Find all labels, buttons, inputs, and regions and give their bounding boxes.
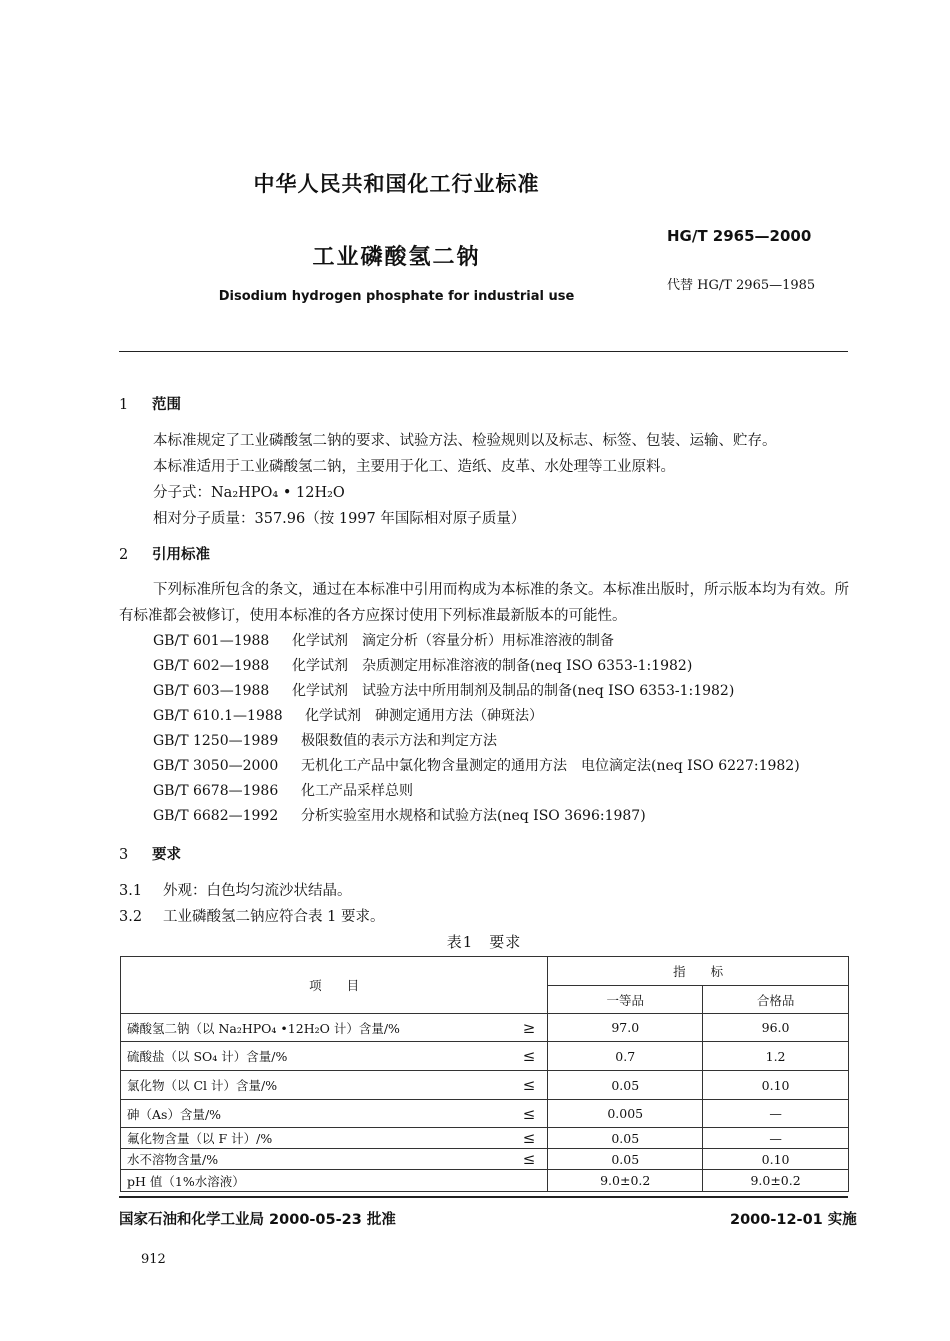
table-header-index: 指 标 [548,957,849,986]
document-title: 工业磷酸氢二钠 [312,245,481,270]
paragraph: 下列标准所包含的条文，通过在本标准中引用而构成为本标准的条文。本标准出版时，所示版本均为有效。所有标准都会被修订，使用本标准的各方应探讨使用下列标准最新版本的可能性。 [119,582,849,624]
reference-code: GB/T 1250—1989 [153,733,279,749]
requirements-table [120,956,849,1192]
table-cell-grade1: 97.0 [548,1014,703,1042]
reference-title: 化学试剂 砷测定通用方法（砷斑法） [305,708,543,724]
table-cell-grade1: 0.05 [548,1149,703,1170]
item-label: 氟化物含量（以 F 计）/% [127,1131,273,1146]
reference-code: GB/T 3050—2000 [153,758,279,774]
section-number: 2 [119,547,129,563]
table-cell-grade2: — [703,1128,849,1149]
subsection-text: 工业磷酸氢二钠应符合表 1 要求。 [163,909,385,925]
reference-item [153,730,497,750]
reference-item [153,630,614,650]
comparison-operator: ≤ [522,1104,536,1123]
formula: 分子式：Na₂HPO₄ • 12H₂O [153,485,345,501]
reference-title: 化工产品采样总则 [301,783,413,799]
standard-code: HG/T 2965—2000 [667,227,812,245]
reference-title: 极限数值的表示方法和判定方法 [301,733,497,749]
reference-title: 化学试剂 试验方法中所用制剂及制品的制备(neq ISO 6353-1:1982) [292,683,735,699]
table-cell-item [121,1071,548,1100]
section-number: 3 [119,847,129,863]
comparison-operator: ≤ [522,1150,536,1168]
subsection-number: 3.1 [119,883,143,899]
reference-code: GB/T 602—1988 [153,658,270,674]
subsection-3-2 [119,905,384,926]
reference-item [153,755,800,775]
table-cell-item [121,1128,548,1149]
subsection-3-1 [119,879,352,900]
table-header-grade2: 合格品 [703,986,849,1014]
item-label: 氯化物（以 Cl 计）含量/% [127,1078,278,1093]
item-label: 水不溶物含量/% [127,1152,219,1167]
reference-code: GB/T 6678—1986 [153,783,279,799]
section-title: 引用标准 [152,547,210,563]
comparison-operator: ≤ [522,1129,536,1147]
molecular-mass: 相对分子质量：357.96（按 1997 年国际相对原子质量） [153,511,526,527]
section-title: 范围 [152,397,181,413]
item-label: 磷酸氢二钠（以 Na₂HPO₄ •12H₂O 计）含量/% [127,1020,400,1036]
table-row [121,1071,849,1100]
reference-title: 化学试剂 滴定分析（容量分析）用标准溶液的制备 [292,633,614,649]
section-title: 要求 [152,847,181,863]
item-label: 砷（As）含量/% [127,1106,222,1122]
table-cell-grade1: 0.005 [548,1100,703,1128]
table-caption: 表1 要求 [446,933,522,951]
comparison-operator: ≤ [522,1076,536,1094]
reference-item [153,780,413,800]
comparison-operator: ≤ [522,1047,536,1065]
subsection-number: 3.2 [119,909,143,925]
table-cell-item [121,1100,548,1128]
table-row [121,1014,849,1042]
table-cell-grade1: 0.05 [548,1071,703,1100]
table-cell-item [121,1014,548,1042]
table-cell-item [121,1170,548,1192]
reference-code: GB/T 601—1988 [153,633,270,649]
effective-date: 2000-12-01 实施 [730,1212,857,1228]
reference-title: 化学试剂 杂质测定用标准溶液的制备(neq ISO 6353-1:1982) [292,658,693,674]
table-cell-item [121,1042,548,1071]
section-number: 1 [119,397,129,413]
comparison-operator: ≥ [522,1018,536,1037]
approval-text: 国家石油和化学工业局 2000-05-23 批准 [119,1212,396,1228]
reference-item [153,705,543,725]
table-row [121,1042,849,1071]
paragraph: 本标准规定了工业磷酸氢二钠的要求、试验方法、检验规则以及标志、标签、包装、运输、贮存。 [153,433,777,449]
reference-title: 无机化工产品中氯化物含量测定的通用方法 电位滴定法(neq ISO 6227:1982) [301,758,800,774]
table-cell-grade2: 0.10 [703,1071,849,1100]
reference-code: GB/T 603—1988 [153,683,270,699]
table-cell-grade1: 0.05 [548,1128,703,1149]
table-row [121,1170,849,1192]
item-label: 硫酸盐（以 SO₄ 计）含量/% [127,1049,288,1064]
table-cell-grade1: 0.7 [548,1042,703,1071]
subsection-text: 外观：白色均匀流沙状结晶。 [163,883,352,899]
header-divider [119,351,848,352]
table-header-grade1: 一等品 [548,986,703,1014]
table-cell-grade2: 0.10 [703,1149,849,1170]
reference-item [153,680,734,700]
reference-item [153,805,646,825]
footer-divider [119,1196,848,1198]
page-number: 912 [141,1252,166,1267]
table-row [121,1100,849,1128]
reference-code: GB/T 610.1—1988 [153,708,283,724]
reference-title: 分析实验室用水规格和试验方法(neq ISO 3696:1987) [301,808,646,824]
table-row [121,1128,849,1149]
reference-code: GB/T 6682—1992 [153,808,279,824]
table-cell-grade2: 1.2 [703,1042,849,1071]
reference-item [153,655,692,675]
section-3-heading [119,843,181,864]
paragraph: 本标准适用于工业磷酸氢二钠，主要用于化工、造纸、皮革、水处理等工业原料。 [153,459,675,475]
document-title-en: Disodium hydrogen phosphate for industrial use [218,289,575,304]
section-2-heading [119,543,210,564]
table-header-item: 项 目 [121,957,548,1014]
table-cell-grade2: — [703,1100,849,1128]
section-1-heading [119,393,181,414]
replaces-standard: 代替 HG/T 2965—1985 [667,278,816,293]
standard-title: 中华人民共和国化工行业标准 [253,172,540,196]
table-cell-grade1: 9.0±0.2 [548,1170,703,1192]
table-cell-item [121,1149,548,1170]
item-label: pH 值（1%水溶液） [127,1173,245,1189]
table-cell-grade2: 96.0 [703,1014,849,1042]
table-cell-grade2: 9.0±0.2 [703,1170,849,1192]
table-row [121,1149,849,1170]
